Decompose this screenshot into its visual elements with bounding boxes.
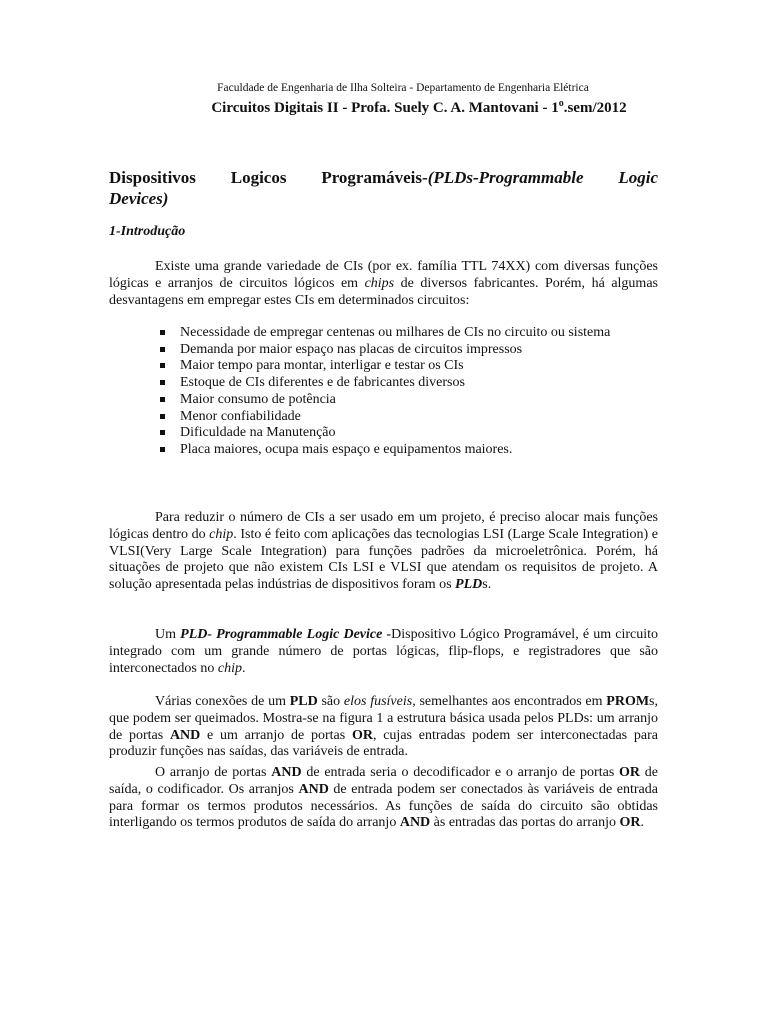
list-item: Necessidade de empregar centenas ou milhares de CIs no circuito ou sistema — [160, 325, 610, 342]
text-bold: AND — [271, 765, 302, 780]
text: . — [640, 815, 644, 831]
text-bold: AND — [298, 781, 329, 797]
text-bold: OR — [351, 727, 373, 743]
text: Existe uma grande variedade de CIs (por ex. família TTL 74XX) com diversas funções lógicas e arranjos de circuitos lógicos em — [109, 259, 658, 291]
text: de diversos fabricantes. Porém, há algumas desvantagens em empregar estes CIs em determinados circuitos: — [109, 275, 658, 308]
title-word: Logicos — [230, 168, 287, 187]
list-item: Placa maiores, ocupa mais espaço e equipamentos maiores. — [160, 442, 610, 459]
text: Um — [155, 627, 181, 642]
document-title — [109, 167, 658, 188]
text: de saída, o codificador. Os arranjos — [109, 765, 659, 797]
list-item: Demanda por maior espaço nas placas de circuitos impressos — [160, 342, 610, 359]
text-bold: OR — [619, 765, 641, 780]
list-item: Estoque de CIs diferentes e de fabricantes diversos — [160, 375, 610, 392]
title-word — [321, 168, 583, 187]
header-institution: Faculdade de Engenharia de Ilha Solteira - Departamento de Engenharia Elétrica — [217, 82, 589, 94]
text: . — [241, 660, 246, 676]
title-word: Logic — [618, 168, 658, 187]
text-bold: PROM — [606, 694, 650, 709]
title-word: Dispositivos — [109, 168, 196, 187]
text: Dispositivo Lógico Programável, é um circuito integrado com um grande número de portas lógicas, flip-flops, e registradores que são interconectados no — [109, 627, 658, 676]
list-item: Maior consumo de potência — [160, 392, 610, 409]
document-title-line2: Devices) — [109, 189, 169, 208]
text-italic: chip — [209, 526, 234, 542]
text-bold: AND — [169, 727, 201, 743]
section-heading: 1-Introdução — [109, 224, 186, 239]
text: de entrada podem ser conectados às variáveis de entrada para formar os termos produtos necessários. As funções de saída do circuito são obtidas interligando os termos produtos de saída do arranjo — [109, 781, 658, 831]
text: O arranjo de portas — [155, 765, 272, 780]
paragraph-fuses — [109, 694, 658, 761]
title-word-part: Programáveis- — [321, 168, 428, 187]
text: são — [317, 694, 344, 709]
text: e um arranjo de portas — [200, 727, 352, 743]
text-italic: chips — [364, 275, 395, 291]
text-bold: AND — [399, 815, 431, 831]
list-item: Dificuldade na Manutenção — [160, 425, 610, 442]
text: , cujas entradas podem ser interconectadas para produzir funções nas saídas, das variáveis de entrada. — [109, 727, 658, 760]
title-word-part: (PLDs-Programmable — [427, 168, 584, 187]
header-course-text: Circuitos Digitais II - Profa. Suely C. A. Mantovani - 1 — [211, 100, 559, 116]
text: às entradas das portas do arranjo — [430, 815, 620, 831]
paragraph-lsi — [109, 510, 658, 594]
text-bold: OR — [619, 815, 641, 831]
disadvantages-list — [160, 325, 610, 459]
text-bold-italic: PLD- Programmable Logic Device - — [180, 627, 392, 642]
paragraph-arrays — [109, 765, 658, 832]
text: s, que podem ser queimados. Mostra-se na figura 1 a estrutura básica usada pelos PLDs: um arranjo de portas — [109, 694, 658, 743]
paragraph-intro — [109, 259, 658, 309]
header-course — [0, 98, 768, 117]
text: . Isto é feito com aplicações das tecnologias LSI (Large Scale Integration) e VLSI(Very Large Scale Integration) para funções padrões da microeletrônica. Porém, há situações de projeto que não existem CIs LSI e VLSI que atendam os requisitos de projeto. A solução apresentada pelas indústrias de dispositivos foram os — [109, 526, 659, 593]
list-item: Maior tempo para montar, interligar e testar os CIs — [160, 358, 610, 375]
text-bold: PLD — [289, 694, 318, 709]
header-course-sup: o — [558, 98, 564, 109]
paragraph-pld-definition — [109, 627, 658, 677]
text: s. — [482, 577, 492, 593]
text: Para reduzir o número de CIs a ser usado em um projeto, é preciso alocar mais funções lógicas dentro do — [109, 510, 658, 542]
text-italic: chip — [217, 660, 242, 676]
list-item: Menor confiabilidade — [160, 409, 610, 426]
text: , semelhantes aos encontrados em — [412, 694, 607, 709]
header-course-term: .sem/2012 — [563, 100, 627, 116]
text: Várias conexões de um — [155, 694, 290, 709]
text-bold-italic: PLD — [455, 577, 483, 593]
text: de entrada seria o decodificador e o arranjo de portas — [301, 765, 620, 780]
text-italic: elos fusíveis — [343, 694, 413, 709]
